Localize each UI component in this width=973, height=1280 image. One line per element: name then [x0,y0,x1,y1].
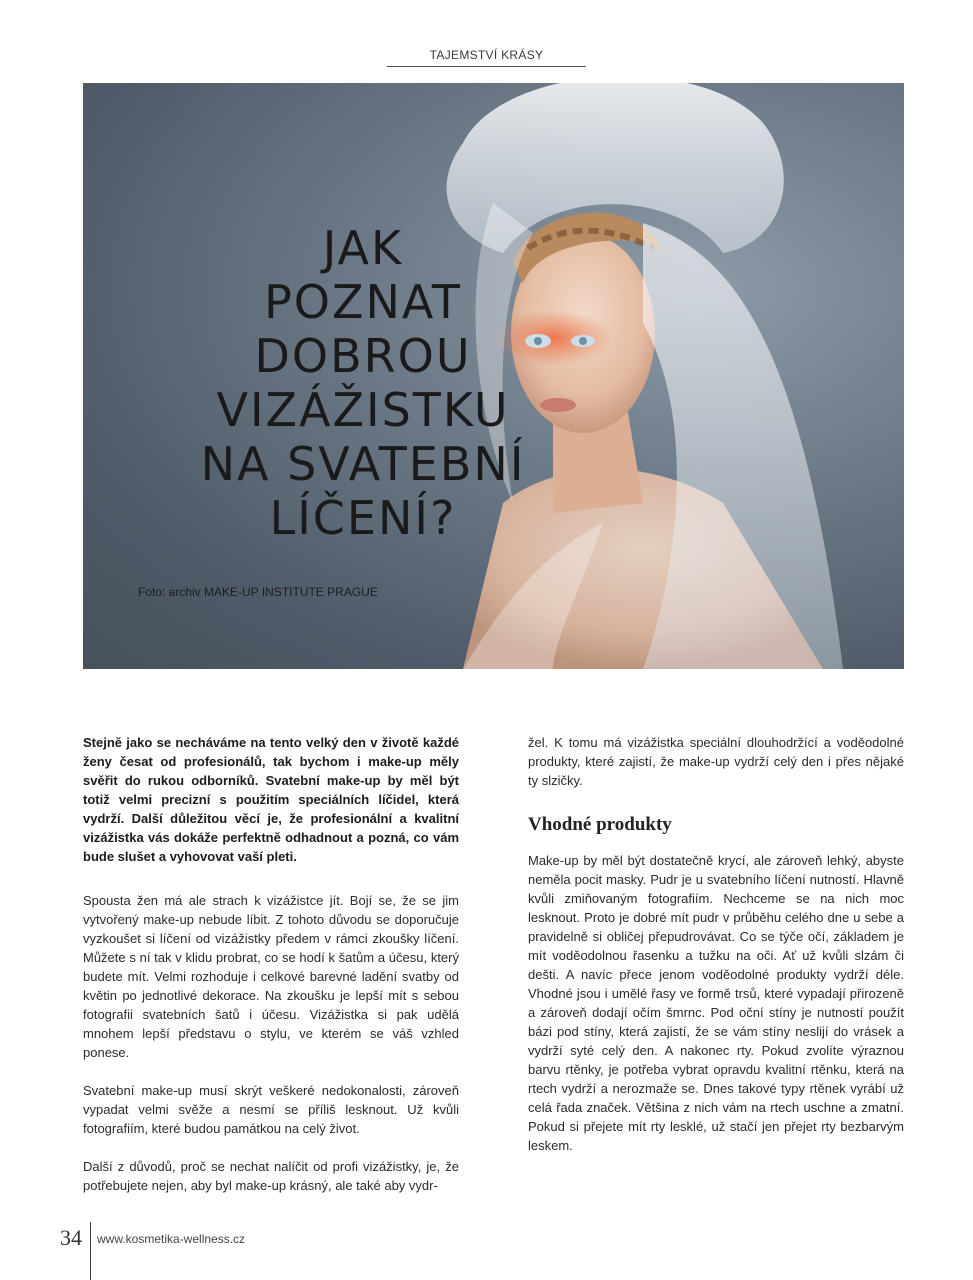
body-paragraph: žel. K tomu má vizážistka speciální dlouhodržící a voděodolné produkty, které zajistí, že make-up vydrží celý den i přes nějaké ty slzičky. [528,735,904,788]
section-underline [387,66,586,67]
body-paragraph: Svatební make-up musí skrýt veškeré nedokonalosti, zároveň vypadat velmi svěže a nesmí se příliš lesknout. Už kvůli fotografiím, které budou památkou na celý život. [83,1083,459,1136]
body-paragraph: Spousta žen má ale strach k vizážistce jít. Bojí se, že se jim vytvořený make-up nebude líbit. Z tohoto důvodu se doporučuje vyzkoušet si líčení od vizážistky předem v rámci zkoušky líčení. Můžete s ní tak v klidu probrat, co se hodí k šatům a účesu, který budete mít. Velmi rozhoduje i celkové barevné ladění svatby od květin po jednotlivé dekorace. Na zkoušku je lepší mít s sebou fotografii svatebních šatů i účesu. Vizážistka si pak udělá mnohem lepší představu o stylu, ve kterém se váš vzhled ponese. [83,893,459,1060]
body-paragraph: Další z důvodů, proč se nechat nalíčit od profi vizážistky, je, že potřebujete nejen, aby byl make-up krásný, ale také aby vydr- [83,1159,459,1193]
page-number: 34 [60,1225,82,1250]
section-label: TAJEMSTVÍ KRÁSY [429,48,544,62]
footer-url: www.kosmetika-wellness.cz [97,1232,246,1246]
hero-image [83,83,904,669]
body-paragraph: Make-up by měl být dostatečně krycí, ale zároveň lehký, abyste neměla pocit masky. Pudr je u svatebního líčení nutností. Hlavně kvůli zmiňovaným fotografiím. Nechceme se na nich moc lesknout. Proto je dobré mít pudr v průběhu celého dne u sebe a pravidelně si obličej přepudrovávat. Co se týče očí, základem je mít voděodolnou řasenku a tužku na oči. Ať už kvůli slzám či dešti. A navíc přece jenom voděodolné produkty vydrží déle. Vhodné jsou i umělé řasy ve formě trsů, které vypadají přirozeně a zároveň dodají očím šmrnc. Pod oční stíny je nutností použít bázi pod stíny, která zajistí, že se vám stíny neslijí do vrásek a vydrží syté celý den. A nakonec rty. Pokud zvolíte výraznou barvu rtěnky, je potřeba vybrat opravdu kvalitní rtěnku, která na rtech vydrží a nerozmaže se. Dnes takové typy rtěnek vyrábí už celá řada značek. Většina z nich vám na rtech uschne a zmatní. Pokud si přejete mít rty lesklé, už stačí jen přejet rty bezbarvým leskem. [528,853,904,1153]
footer-divider [90,1222,91,1280]
lead-paragraph: Stejně jako se necháváme na tento velký den v životě každé ženy česat od profesionálů, tak bychom i make-up měly svěřit do rukou odborníků. Svatební make-up by měl být totiž velmi precizní s použitím speciálních líčidel, která vydrží. Další důležitou věcí je, že profesionální a kvalitní vizážistka vás dokáže perfektně odhadnout a pozná, co vám bude slušet a vyhovovat vaší pleti. [83,735,459,864]
article-column-left [83,733,459,1195]
article-column-right [528,733,904,1155]
photo-credit: Foto: archiv MAKE-UP INSTITUTE PRAGUE [138,585,378,599]
article-title: JAK POZNAT DOBROU VIZÁŽISTKU NA SVATEBNÍ LÍČENÍ? [200,221,526,545]
subheading: Vhodné produkty [528,814,672,835]
veil-drape-shape [643,223,843,669]
right-iris [579,337,587,345]
